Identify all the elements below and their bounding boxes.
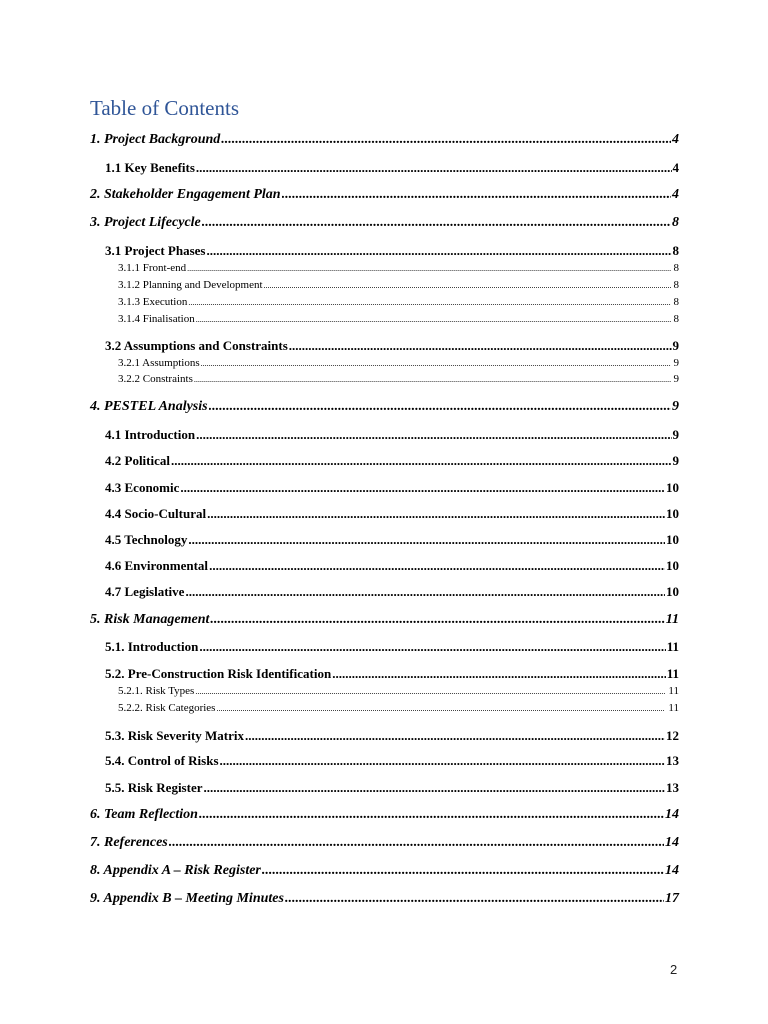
dot-leader — [195, 687, 665, 696]
dot-leader — [220, 753, 665, 769]
toc-entry-label: 2. Stakeholder Engagement Plan — [90, 187, 281, 202]
toc-entry-page: 10 — [666, 532, 679, 547]
toc-entry-page: 11 — [666, 666, 679, 681]
toc-entry-page: 4 — [672, 160, 679, 175]
toc-entry-team-reflection[interactable] — [90, 807, 679, 823]
toc-entry-risk-introduction[interactable] — [105, 639, 679, 655]
toc-entry-project-phases[interactable] — [105, 243, 679, 259]
toc-entry-page: 11 — [668, 685, 679, 697]
toc-entry-page: 8 — [673, 313, 679, 325]
dot-leader — [262, 863, 664, 879]
dot-leader — [206, 243, 671, 259]
toc-entry-page: 14 — [665, 807, 679, 822]
toc-entry-label: 5.1. Introduction — [105, 639, 199, 654]
toc-entry-key-benefits[interactable] — [105, 160, 679, 176]
toc-entry-label: 4.4 Socio-Cultural — [105, 506, 207, 521]
toc-entry-label: 5. Risk Management — [90, 612, 210, 627]
dot-leader — [285, 891, 664, 907]
toc-entry-risk-types[interactable] — [118, 685, 679, 697]
dot-leader — [216, 704, 665, 713]
toc-entry-label: 5.2.1. Risk Types — [118, 685, 195, 697]
toc-entry-technology[interactable] — [105, 532, 679, 548]
toc-entry-page: 11 — [665, 612, 679, 627]
dot-leader — [282, 187, 671, 203]
toc-entry-constraints[interactable] — [118, 373, 679, 385]
toc-entry-page: 9 — [673, 373, 679, 385]
toc-entry-page: 10 — [666, 480, 679, 495]
toc-entry-label: 3.2 Assumptions and Constraints — [105, 338, 288, 353]
toc-entry-label: 4.3 Economic — [105, 480, 180, 495]
toc-entry-economic[interactable] — [105, 480, 679, 496]
toc-entry-label: 4. PESTEL Analysis — [90, 399, 208, 414]
dot-leader — [180, 480, 665, 496]
toc-entry-label: 7. References — [90, 835, 168, 850]
toc-entry-label: 5.2.2. Risk Categories — [118, 702, 216, 714]
dot-leader — [209, 399, 671, 415]
toc-entry-execution[interactable] — [118, 296, 679, 308]
toc-entry-label: 3.2.1 Assumptions — [118, 357, 200, 369]
toc-entry-label: 4.1 Introduction — [105, 427, 196, 442]
dot-leader — [171, 453, 672, 469]
toc-entry-appendix-b[interactable] — [90, 891, 679, 907]
toc-entry-label: 3.1.1 Front-end — [118, 262, 187, 274]
dot-leader — [210, 612, 664, 628]
toc-entry-page: 9 — [672, 453, 679, 468]
toc-entry-page: 8 — [672, 243, 679, 258]
dot-leader — [264, 281, 671, 290]
toc-entry-page: 9 — [672, 338, 679, 353]
toc-entry-label: 5.5. Risk Register — [105, 780, 203, 795]
toc-entry-stakeholder-engagement[interactable] — [90, 187, 679, 203]
toc-entry-page: 8 — [672, 215, 679, 230]
toc-entry-page: 4 — [672, 132, 679, 147]
toc-entry-planning-development[interactable] — [118, 279, 679, 291]
dot-leader — [194, 375, 671, 384]
toc-entry-appendix-a[interactable] — [90, 863, 679, 879]
dot-leader — [185, 584, 665, 600]
toc-entry-label: 4.7 Legislative — [105, 584, 185, 599]
toc-entry-socio-cultural[interactable] — [105, 506, 679, 522]
toc-entry-environmental[interactable] — [105, 558, 679, 574]
toc-entry-risk-categories[interactable] — [118, 702, 679, 714]
toc-entry-label: 5.4. Control of Risks — [105, 753, 219, 768]
toc-entry-page: 9 — [672, 399, 679, 414]
dot-leader — [196, 160, 672, 176]
toc-entry-label: 3.2.2 Constraints — [118, 373, 193, 385]
toc-entry-page: 13 — [666, 780, 679, 795]
toc-entry-page: 14 — [665, 863, 679, 878]
dot-leader — [196, 427, 671, 443]
toc-entry-page: 10 — [666, 506, 679, 521]
dot-leader — [332, 666, 666, 682]
toc-entry-page: 14 — [665, 835, 679, 850]
toc-entry-label: 1.1 Key Benefits — [105, 160, 195, 175]
toc-entry-label: 4.2 Political — [105, 453, 170, 468]
toc-entry-page: 9 — [673, 357, 679, 369]
toc-entry-label: 4.6 Environmental — [105, 558, 209, 573]
dot-leader — [221, 132, 671, 148]
toc-entry-risk-register[interactable] — [105, 780, 679, 796]
toc-entry-legislative[interactable] — [105, 584, 679, 600]
dot-leader — [209, 558, 665, 574]
dot-leader — [199, 639, 665, 655]
toc-entry-label: 4.5 Technology — [105, 532, 188, 547]
toc-entry-label: 3.1.4 Finalisation — [118, 313, 195, 325]
toc-entry-label: 3.1.2 Planning and Development — [118, 279, 263, 291]
page-number: 2 — [670, 962, 678, 977]
dot-leader — [289, 338, 672, 354]
dot-leader — [169, 835, 664, 851]
dot-leader — [245, 728, 665, 744]
toc-entry-label: 5.3. Risk Severity Matrix — [105, 728, 245, 743]
toc-entry-page: 8 — [673, 262, 679, 274]
toc-entry-control-of-risks[interactable] — [105, 753, 679, 769]
toc-entry-page: 10 — [666, 584, 679, 599]
toc-entry-page: 17 — [665, 891, 679, 906]
dot-leader — [201, 359, 671, 368]
toc-entry-label: 3.1 Project Phases — [105, 243, 206, 258]
toc-entry-pestel-analysis[interactable] — [90, 399, 679, 415]
toc-entry-page: 11 — [666, 639, 679, 654]
toc-entry-label: 3.1.3 Execution — [118, 296, 188, 308]
toc-entry-label: 3. Project Lifecycle — [90, 215, 201, 230]
toc-entry-page: 8 — [673, 279, 679, 291]
toc-entry-project-background[interactable] — [90, 132, 679, 148]
toc-entry-page: 11 — [668, 702, 679, 714]
dot-leader — [204, 780, 666, 796]
toc-entry-finalisation[interactable] — [118, 313, 679, 325]
dot-leader — [199, 807, 664, 823]
toc-entry-page: 8 — [673, 296, 679, 308]
dot-leader — [202, 215, 671, 231]
page-title: Table of Contents — [90, 96, 239, 120]
toc-entry-political[interactable] — [105, 453, 679, 469]
toc-entry-assumptions-constraints[interactable] — [105, 338, 679, 354]
toc-entry-references[interactable] — [90, 835, 679, 851]
dot-leader — [188, 298, 670, 307]
toc-entry-page: 13 — [666, 753, 679, 768]
toc-entry-label: 1. Project Background — [90, 132, 221, 147]
dot-leader — [196, 315, 671, 324]
dot-leader — [188, 532, 665, 548]
toc-entry-risk-identification[interactable] — [105, 666, 679, 682]
toc-entry-assumptions[interactable] — [118, 357, 679, 369]
toc-entry-label: 5.2. Pre-Construction Risk Identification — [105, 666, 332, 681]
dot-leader — [187, 264, 670, 273]
toc-entry-page: 12 — [666, 728, 679, 743]
toc-entry-pestel-introduction[interactable] — [105, 427, 679, 443]
toc-entry-risk-management[interactable] — [90, 612, 679, 628]
toc-entry-page: 4 — [672, 187, 679, 202]
toc-entry-label: 8. Appendix A – Risk Register — [90, 863, 261, 878]
toc-entry-page: 9 — [672, 427, 679, 442]
dot-leader — [207, 506, 665, 522]
toc-entry-risk-severity-matrix[interactable] — [105, 728, 679, 744]
toc-entry-front-end[interactable] — [118, 262, 679, 274]
toc-entry-page: 10 — [666, 558, 679, 573]
toc-entry-label: 9. Appendix B – Meeting Minutes — [90, 891, 284, 906]
toc-entry-project-lifecycle[interactable] — [90, 215, 679, 231]
toc-entry-label: 6. Team Reflection — [90, 807, 198, 822]
